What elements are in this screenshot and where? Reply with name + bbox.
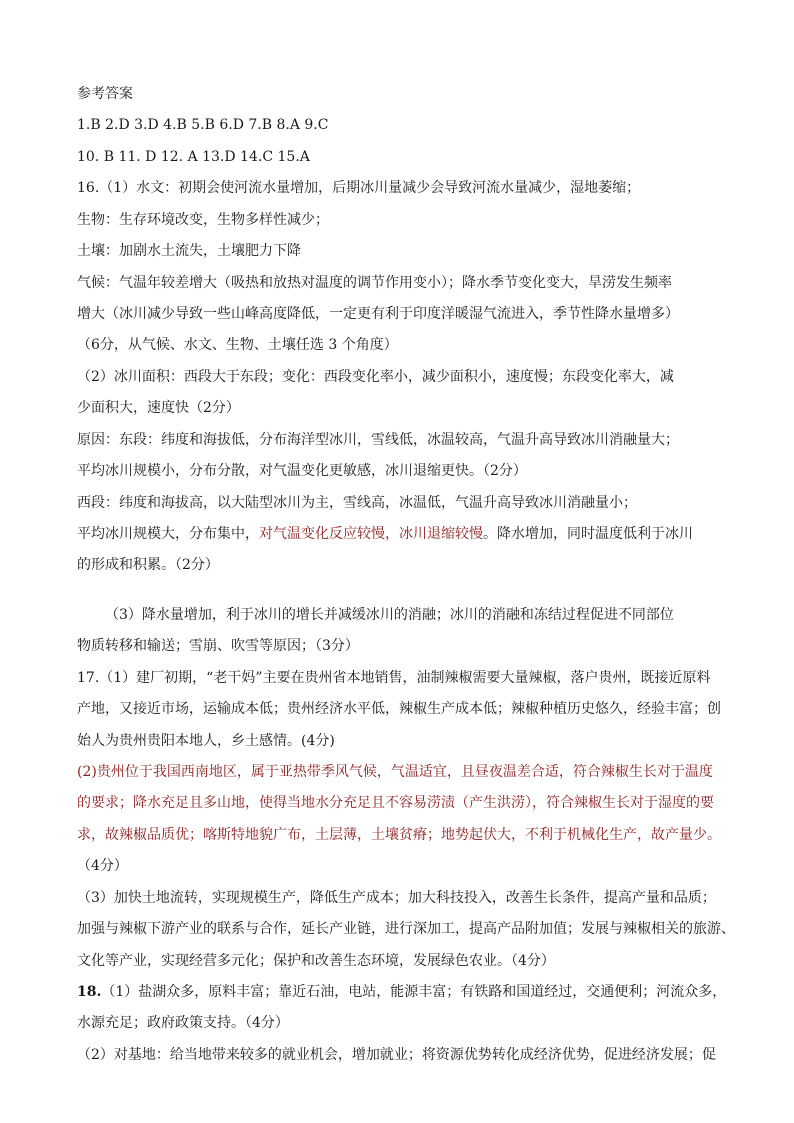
q16-line-9: 原因：东段：纬度和海拔低，分布海洋型冰川，雪线低，冰温较高，气温升高导致冰川消融量大； bbox=[77, 432, 679, 448]
q17-line-9: 加强与辣椒下游产业的联系与合作，延长产业链，进行深加工，提高产品附加值；发展与辣椒相关的旅游、 bbox=[77, 921, 735, 937]
q17-line-4: (2)贵州位于我国西南地区，属于亚热带季风气候，气温适宜，且昼夜温差合适，符合辣椒生长对于温度 bbox=[77, 764, 713, 780]
q16-line-12-part-a: 平均冰川规模大，分布集中， bbox=[77, 526, 259, 542]
q16-line-11: 西段：纬度和海拔高，以大陆型冰川为主，雪线高，冰温低，气温升高导致冰川消融量小； bbox=[77, 495, 637, 511]
q17-line-8: （3）加快土地流转，实现规模生产，降低生产成本；加大科技投入，改善生长条件，提高产量和品质； bbox=[77, 890, 716, 906]
q17-line-3: 始人为贵州贵阳本地人，乡土感情。(4分) bbox=[77, 733, 335, 749]
q16-line-3: 土壤：加剧水土流失，土壤肥力下降 bbox=[77, 243, 301, 259]
q17-line-2: 产地，又接近市场，运输成本低；贵州经济水平低，辣椒生产成本低；辣椒种植历史悠久，经验丰富；创 bbox=[77, 701, 721, 717]
page-heading: 参考答案 bbox=[77, 86, 133, 102]
q16-line-2: 生物：生存环境改变，生物多样性减少； bbox=[77, 212, 329, 228]
q18-line-3: （2）对基地：给当地带来较多的就业机会，增加就业；将资源优势转化成经济优势，促进经济发展；促 bbox=[77, 1047, 716, 1063]
q16-line-10: 平均冰川规模小，分布分散，对气温变化更敏感，冰川退缩更快。（2分） bbox=[77, 463, 527, 479]
q16-line-13: 的形成和积累。（2分） bbox=[77, 557, 219, 573]
q16-line-6: （6分，从气候、水文、生物、土壤任选 3 个角度） bbox=[77, 337, 398, 353]
q16-line-12-highlight: 对气温变化反应较慢，冰川退缩较慢 bbox=[259, 526, 483, 542]
q17-line-5: 的要求；降水充足且多山地，使得当地水分充足且不容易涝渍（产生洪涝），符合辣椒生长对于湿度的要 bbox=[77, 795, 714, 811]
q18-line-2: 水源充足；政府政策支持。（4分） bbox=[77, 1015, 289, 1031]
q16-line-14: （3）降水量增加，利于冰川的增长并减缓冰川的消融；冰川的消融和冻结过程促进不同部位 bbox=[105, 607, 674, 623]
q16-line-7: （2）冰川面积：西段大于东段；变化：西段变化率小，减少面积小，速度慢；东段变化率大，减 bbox=[77, 369, 674, 385]
q16-line-1: 16.（1）水文：初期会使河流水量增加，后期冰川量减少会导致河流水量减少，湿地萎缩； bbox=[77, 180, 641, 196]
q16-line-12 bbox=[77, 524, 737, 546]
q16-line-15: 物质转移和输送；雪崩、吹雪等原因；（3分） bbox=[77, 638, 359, 654]
answers-line-2: 10. B 11. D 12. A 13.D 14.C 15.A bbox=[77, 149, 310, 165]
q17-line-7: （4分） bbox=[77, 858, 128, 874]
q18-line-1 bbox=[77, 982, 737, 1004]
q16-line-4: 气候：气温年较差增大（吸热和放热对温度的调节作用变小）；降水季节变化变大，旱涝发生频率 bbox=[77, 275, 672, 291]
q17-line-6: 求，故辣椒品质优；喀斯特地貌广布，土层薄，土壤贫瘠；地势起伏大，不利于机械化生产，故产量少。 bbox=[77, 827, 721, 843]
q18-number: 18. bbox=[77, 984, 102, 1000]
q17-line-10: 文化等产业，实现经营多元化；保护和改善生态环境，发展绿色农业。（4分） bbox=[77, 953, 555, 969]
q17-line-1: 17.（1）建厂初期，“老干妈”主要在贵州省本地销售，油制辣椒需要大量辣椒，落户贵州，既接近原料 bbox=[77, 670, 711, 686]
q16-line-12-part-c: 。降水增加，同时温度低利于冰川 bbox=[483, 526, 693, 542]
q18-line-1-text: （1）盐湖众多，原料丰富；靠近石油，电站，能源丰富；有铁路和国道经过，交通便利；河流众多， bbox=[101, 984, 727, 1000]
q16-line-5: 增大（冰川减少导致一些山峰高度降低，一定更有利于印度洋暖湿气流进入，季节性降水量增多） bbox=[77, 306, 679, 322]
q16-line-8: 少面积大，速度快（2分） bbox=[77, 400, 240, 416]
answers-line-1: 1.B 2.D 3.D 4.B 5.B 6.D 7.B 8.A 9.C bbox=[77, 117, 329, 133]
